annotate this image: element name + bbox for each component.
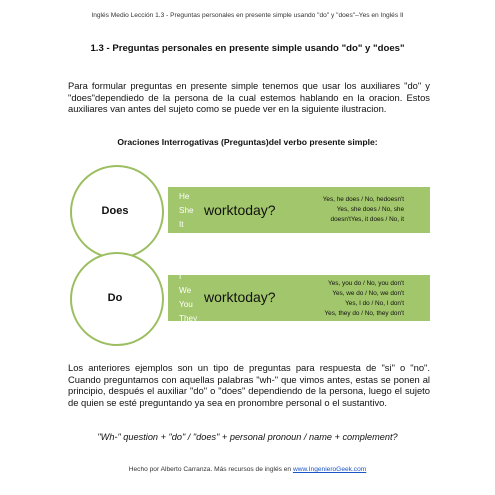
aux-do: Do — [107, 292, 123, 304]
answer-line: Yes, we do / No, we don't — [332, 290, 404, 297]
answer-line: Yes, they do / No, they don't — [324, 310, 404, 317]
pronoun-they: They — [179, 314, 198, 323]
pronoun-she: She — [179, 206, 194, 215]
pronoun-we: We — [179, 286, 192, 295]
verb-phrase-do: worktoday? — [204, 289, 276, 305]
pronoun-he: He — [179, 192, 190, 201]
section-title: 1.3 - Preguntas personales en presente simple usando "do" y "does" — [90, 43, 405, 54]
formula: "Wh-" question + "do" / "does" + personal pronoun / name + complement? — [97, 432, 398, 442]
page-header: Inglés Medio Lección 1.3 - Preguntas personales en presente simple usando "do" y "does"–Yes en Inglés II — [91, 12, 404, 19]
pronoun-it: It — [179, 220, 184, 229]
closing-paragraph: Los anteriores ejemplos son un tipo de preguntas para respuesta de "si" o "no". Cuando preguntamos con aquellas palabras "wh-" que vimos antes, estas se ponen al principio, después el auxiliar "do" o "does" dependiendo de la persona, luego el sujeto de quien se esté preguntando ya sea en pronombre personal o el sustantivo. — [68, 362, 430, 408]
answer-line: Yes, she does / No, she — [336, 206, 404, 213]
verb-phrase-does: worktoday? — [204, 202, 276, 218]
diagram-title: Oraciones Interrogativas (Preguntas)del verbo presente simple: — [117, 137, 378, 147]
aux-does: Does — [101, 205, 129, 217]
answer-line: doesn'tYes, it does / No, it — [330, 216, 404, 223]
footer-link[interactable]: www.IngenieroGeek.com — [292, 466, 367, 473]
footer-text: Hecho por Alberto Carranza. Más recursos de inglés en — [128, 466, 293, 473]
pronoun-list-do — [179, 270, 197, 326]
pronoun-you: You — [179, 300, 193, 309]
page-footer — [0, 466, 495, 473]
intro-paragraph: Para formular preguntas en presente simple tenemos que usar los auxiliares "do" y "does"dependiedo de la persona de la cual estemos hablando en la oracion. Estos auxiliares van antes del sujeto como se puede ver en la siguiente ilustracion. — [68, 80, 430, 115]
answer-line: Yes, I do / No, I don't — [345, 300, 404, 307]
pronoun-list-does — [179, 190, 194, 232]
answers-do — [296, 279, 404, 319]
answer-line: Yes, he does / No, hedoesn't — [322, 196, 404, 203]
answer-line: Yes, you do / No, you don't — [328, 280, 404, 287]
answers-does — [296, 195, 404, 225]
pronoun-i: I — [179, 272, 182, 281]
